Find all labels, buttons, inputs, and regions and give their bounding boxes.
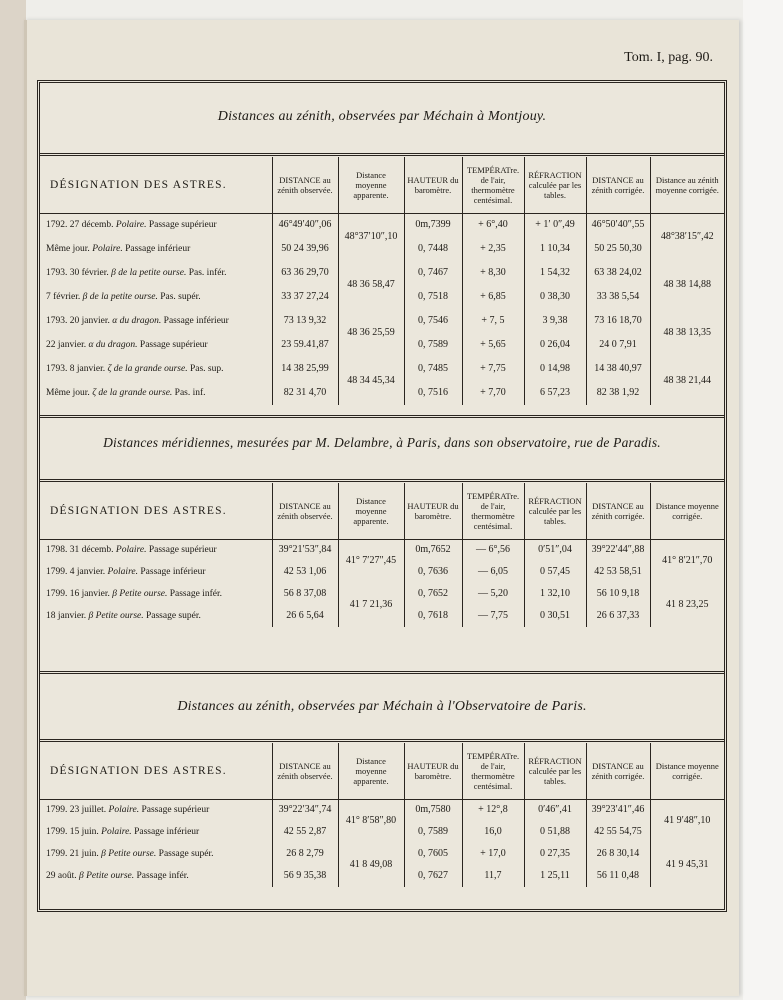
corrigee-cell: 26 6 37,33 [586, 605, 650, 627]
moyenne-corrigee-cell: 41 9 45,31 [650, 843, 724, 887]
distance-cell: 39°21′53″,84 [272, 539, 338, 561]
designation-cell: 7 février. β de la petite ourse. Pas. supér. [46, 292, 201, 302]
refraction-cell: 0 26,04 [524, 333, 586, 357]
section-2-top-rule [40, 479, 724, 482]
barometre-cell: 0, 7618 [404, 605, 462, 627]
temperature-cell: + 7,70 [462, 381, 524, 405]
folded-plate [37, 80, 727, 912]
header-distance-corrigee: DISTANCE au zénith corrigée. [586, 483, 650, 539]
barometre-cell: 0m,7652 [404, 539, 462, 561]
barometre-cell: 0, 7652 [404, 583, 462, 605]
refraction-cell: + 1′ 0″,49 [524, 213, 586, 237]
refraction-cell: 1 10,34 [524, 237, 586, 261]
moyenne-corrigee-cell: 48°38′15″,42 [650, 213, 724, 261]
refraction-cell: 0 30,51 [524, 605, 586, 627]
header-temperature: TEMPÉRATre. de l'air, thermomètre centésimal. [462, 157, 524, 213]
moyenne-cell: 48 36 25,59 [338, 309, 404, 357]
barometre-cell: 0, 7448 [404, 237, 462, 261]
barometre-cell: 0, 7589 [404, 821, 462, 843]
book-spine-backdrop [0, 0, 26, 1000]
corrigee-cell: 39°23′41″,46 [586, 799, 650, 821]
refraction-cell: 0 27,35 [524, 843, 586, 865]
moyenne-corrigee-cell: 48 38 13,35 [650, 309, 724, 357]
distance-cell: 82 31 4,70 [272, 381, 338, 405]
table-row [40, 357, 724, 381]
distance-cell: 63 36 29,70 [272, 261, 338, 285]
refraction-cell: 0 51,88 [524, 821, 586, 843]
corrigee-cell: 33 38 5,54 [586, 285, 650, 309]
designation-cell: 1799. 15 juin. Polaire. Passage inférieur [46, 827, 200, 837]
designation-cell: 22 janvier. α du dragon. Passage supérieur [46, 340, 208, 350]
header-distance-moyenne-apparente: Distance moyenne apparente. [338, 157, 404, 213]
refraction-cell: 0′51″,04 [524, 539, 586, 561]
refraction-cell: 0 14,98 [524, 357, 586, 381]
distance-cell: 42 55 2,87 [272, 821, 338, 843]
barometre-cell: 0, 7546 [404, 309, 462, 333]
corrigee-cell: 56 11 0,48 [586, 865, 650, 887]
book-page [24, 20, 739, 996]
header-distance-corrigee: DISTANCE au zénith corrigée. [586, 743, 650, 799]
distance-cell: 26 8 2,79 [272, 843, 338, 865]
corrigee-cell: 26 8 30,14 [586, 843, 650, 865]
distance-cell: 56 8 37,08 [272, 583, 338, 605]
distance-cell: 33 37 27,24 [272, 285, 338, 309]
section-2-table [40, 483, 724, 627]
temperature-cell: + 12°,8 [462, 799, 524, 821]
distance-cell: 26 6 5,64 [272, 605, 338, 627]
barometre-cell: 0, 7589 [404, 333, 462, 357]
refraction-cell: 0 38,30 [524, 285, 586, 309]
table-row [40, 261, 724, 285]
background-right [743, 0, 783, 1000]
refraction-cell: 3 9,38 [524, 309, 586, 333]
refraction-cell: 6 57,23 [524, 381, 586, 405]
refraction-cell: 1 25,11 [524, 865, 586, 887]
header-distance-moyenne-apparente: Distance moyenne apparente. [338, 483, 404, 539]
header-distance-zenith: DISTANCE au zénith observée. [272, 157, 338, 213]
barometre-cell: 0, 7467 [404, 261, 462, 285]
designation-cell: 1793. 8 janvier. ζ de la grande ourse. Pas. sup. [46, 364, 224, 374]
table-row [40, 213, 724, 237]
designation-cell: Même jour. ζ de la grande ourse. Pas. inf. [46, 388, 206, 398]
corrigee-cell: 42 53 58,51 [586, 561, 650, 583]
header-hauteur-barometre: HAUTEUR du baromètre. [404, 157, 462, 213]
table-row [40, 583, 724, 605]
designation-cell: 1792. 27 décemb. Polaire. Passage supérieur [46, 220, 217, 231]
temperature-cell: — 7,75 [462, 605, 524, 627]
barometre-cell: 0, 7518 [404, 285, 462, 309]
moyenne-cell: 41 7 21,36 [338, 583, 404, 627]
distance-cell: 56 9 35,38 [272, 865, 338, 887]
section-1-table [40, 157, 724, 405]
header-distance-moyenne-corrigee: Distance moyenne corrigée. [650, 743, 724, 799]
corrigee-cell: 42 55 54,75 [586, 821, 650, 843]
header-refraction: RÉFRACTION calculée par les tables. [524, 743, 586, 799]
header-hauteur-barometre: HAUTEUR du baromètre. [404, 483, 462, 539]
section-1-bottom-rule [40, 415, 724, 418]
header-distance-corrigee: DISTANCE au zénith corrigée. [586, 157, 650, 213]
distance-cell: 23 59.41,87 [272, 333, 338, 357]
table-row [40, 843, 724, 865]
barometre-cell: 0, 7627 [404, 865, 462, 887]
header-temperature: TEMPÉRATre. de l'air, thermomètre centésimal. [462, 483, 524, 539]
header-refraction: RÉFRACTION calculée par les tables. [524, 157, 586, 213]
distance-cell: 50 24 39,96 [272, 237, 338, 261]
header-refraction: RÉFRACTION calculée par les tables. [524, 483, 586, 539]
moyenne-corrigee-cell: 41° 8′21″,70 [650, 539, 724, 583]
temperature-cell: + 6°,40 [462, 213, 524, 237]
moyenne-corrigee-cell: 41 8 23,25 [650, 583, 724, 627]
temperature-cell: + 8,30 [462, 261, 524, 285]
distance-cell: 14 38 25,99 [272, 357, 338, 381]
temperature-cell: + 17,0 [462, 843, 524, 865]
temperature-cell: + 2,35 [462, 237, 524, 261]
designation-cell: 1799. 23 juillet. Polaire. Passage supérieur [46, 805, 210, 816]
temperature-cell: + 7,75 [462, 357, 524, 381]
designation-cell: 1798. 31 décemb. Polaire. Passage supérieur [46, 545, 217, 556]
designation-cell: 29 août. β Petite ourse. Passage infér. [46, 871, 189, 881]
corrigee-cell: 56 10 9,18 [586, 583, 650, 605]
corrigee-cell: 50 25 50,30 [586, 237, 650, 261]
section-3-table [40, 743, 724, 887]
designation-cell: 18 janvier. β Petite ourse. Passage supér. [46, 611, 201, 621]
table-row [40, 799, 724, 821]
moyenne-cell: 48°37′10″,10 [338, 213, 404, 261]
designation-cell: 1799. 21 juin. β Petite ourse. Passage supér. [46, 849, 214, 859]
refraction-cell: 1 54,32 [524, 261, 586, 285]
designation-cell: 1799. 16 janvier. β Petite ourse. Passage infér. [46, 589, 222, 599]
section-2-title: Distances méridiennes, mesurées par M. Delambre, à Paris, dans son observatoire, rue de Paradis. [103, 435, 661, 450]
moyenne-cell: 41 8 49,08 [338, 843, 404, 887]
header-distance-moyenne-corrigee: Distance au zénith moyenne corrigée. [650, 157, 724, 213]
temperature-cell: + 7, 5 [462, 309, 524, 333]
barometre-cell: 0, 7516 [404, 381, 462, 405]
section-3-top-rule [40, 739, 724, 742]
moyenne-corrigee-cell: 48 38 14,88 [650, 261, 724, 309]
distance-cell: 42 53 1,06 [272, 561, 338, 583]
designation-cell: Même jour. Polaire. Passage inférieur [46, 244, 191, 254]
distance-cell: 39°22′34″,74 [272, 799, 338, 821]
barometre-cell: 0, 7636 [404, 561, 462, 583]
moyenne-cell: 48 36 58,47 [338, 261, 404, 309]
moyenne-cell: 41° 8′58″,80 [338, 799, 404, 843]
header-distance-moyenne-apparente: Distance moyenne apparente. [338, 743, 404, 799]
refraction-cell: 0 57,45 [524, 561, 586, 583]
section-2-bottom-rule [40, 671, 724, 674]
header-distance-zenith: DISTANCE au zénith observée. [272, 743, 338, 799]
distance-cell: 73 13 9,32 [272, 309, 338, 333]
page-reference: Tom. I, pag. 90. [624, 50, 713, 65]
section-1-top-rule [40, 153, 724, 156]
header-temperature: TEMPÉRATre. de l'air, thermomètre centésimal. [462, 743, 524, 799]
header-designation: DÉSIGNATION DES ASTRES. [40, 743, 272, 799]
refraction-cell: 0′46″,41 [524, 799, 586, 821]
designation-cell: 1799. 4 janvier. Polaire. Passage inférieur [46, 567, 206, 577]
header-designation: DÉSIGNATION DES ASTRES. [40, 483, 272, 539]
corrigee-cell: 46°50′40″,55 [586, 213, 650, 237]
corrigee-cell: 39°22′44″,88 [586, 539, 650, 561]
table-row [40, 539, 724, 561]
section-1-title: Distances au zénith, observées par Méchain à Montjouy. [217, 109, 547, 124]
header-distance-zenith: DISTANCE au zénith observée. [272, 483, 338, 539]
header-distance-moyenne-corrigee: Distance moyenne corrigée. [650, 483, 724, 539]
moyenne-corrigee-cell: 41 9′48″,10 [650, 799, 724, 843]
barometre-cell: 0, 7485 [404, 357, 462, 381]
corrigee-cell: 14 38 40,97 [586, 357, 650, 381]
corrigee-cell: 73 16 18,70 [586, 309, 650, 333]
header-designation: DÉSIGNATION DES ASTRES. [40, 157, 272, 213]
corrigee-cell: 24 0 7,91 [586, 333, 650, 357]
corrigee-cell: 82 38 1,92 [586, 381, 650, 405]
designation-cell: 1793. 20 janvier. α du dragon. Passage inférieur [46, 316, 229, 326]
section-3-title: Distances au zénith, observées par Méchain à l'Observatoire de Paris. [177, 699, 587, 714]
temperature-cell: — 6°,56 [462, 539, 524, 561]
temperature-cell: — 5,20 [462, 583, 524, 605]
temperature-cell: — 6,05 [462, 561, 524, 583]
distance-cell: 46°49′40″,06 [272, 213, 338, 237]
barometre-cell: 0, 7605 [404, 843, 462, 865]
header-hauteur-barometre: HAUTEUR du baromètre. [404, 743, 462, 799]
temperature-cell: + 5,65 [462, 333, 524, 357]
temperature-cell: 16,0 [462, 821, 524, 843]
designation-cell: 1793. 30 février. β de la petite ourse. Pas. infér. [46, 268, 227, 278]
moyenne-corrigee-cell: 48 38 21,44 [650, 357, 724, 405]
barometre-cell: 0m,7580 [404, 799, 462, 821]
corrigee-cell: 63 38 24,02 [586, 261, 650, 285]
refraction-cell: 1 32,10 [524, 583, 586, 605]
barometre-cell: 0m,7399 [404, 213, 462, 237]
table-row [40, 309, 724, 333]
moyenne-cell: 41° 7′27″,45 [338, 539, 404, 583]
temperature-cell: + 6,85 [462, 285, 524, 309]
moyenne-cell: 48 34 45,34 [338, 357, 404, 405]
temperature-cell: 11,7 [462, 865, 524, 887]
